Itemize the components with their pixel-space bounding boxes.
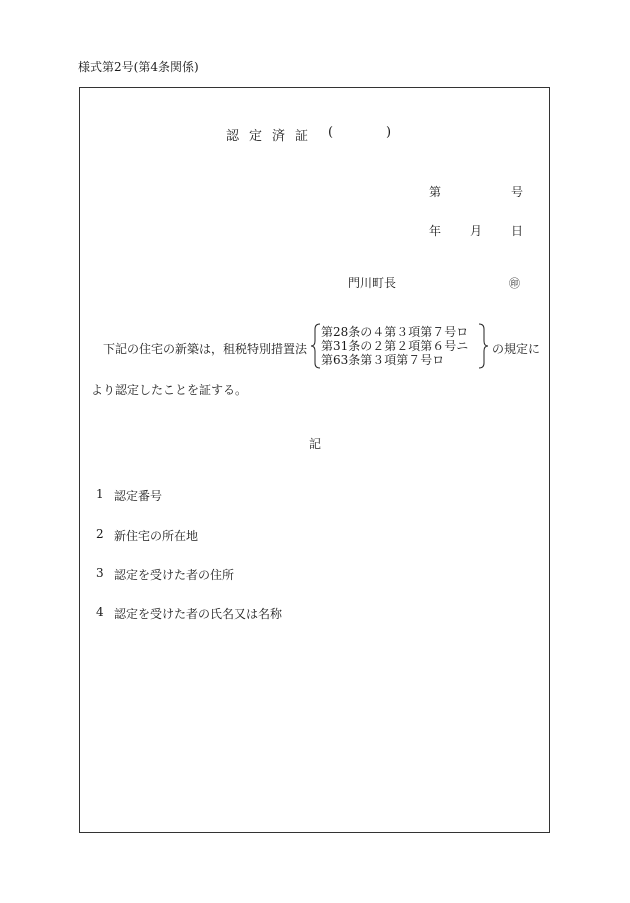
date-year: 年 — [429, 224, 442, 238]
item-2-number: 2 — [96, 527, 104, 541]
body-line-2: より認定したことを証する。 — [91, 383, 248, 397]
item-3-number: 3 — [96, 566, 104, 580]
body-intro: 下記の住宅の新築は，租税特別措置法 — [103, 342, 308, 356]
law-line-3: 第63条第３項第７号ロ — [321, 353, 445, 367]
title-paren-close: ) — [386, 125, 392, 140]
certificate-title: 認定済証 — [226, 129, 319, 144]
item-4-number: 4 — [96, 605, 104, 619]
seal-mark: ㊞ — [509, 277, 520, 290]
law-line-2: 第31条の２第２項第６号ニ — [321, 339, 469, 353]
number-prefix: 第 — [429, 185, 442, 199]
title-paren-open: ( — [328, 125, 334, 140]
right-brace — [478, 323, 488, 369]
item-2-label: 新住宅の所在地 — [114, 529, 199, 543]
form-label: 様式第2号(第4条関係) — [78, 60, 199, 74]
ki-heading: 記 — [309, 437, 322, 451]
item-1-number: 1 — [96, 487, 104, 501]
certificate-frame — [79, 87, 550, 833]
item-4-label: 認定を受けた者の氏名又は名称 — [114, 607, 283, 621]
item-3-label: 認定を受けた者の住所 — [114, 568, 235, 582]
body-after-brace: の規定に — [492, 342, 541, 356]
issuer-name: 門川町長 — [348, 276, 397, 290]
item-1-label: 認定番号 — [114, 489, 163, 503]
law-list — [321, 325, 468, 367]
date-month: 月 — [470, 224, 483, 238]
number-suffix: 号 — [511, 185, 524, 199]
date-day: 日 — [511, 224, 524, 238]
law-line-1: 第28条の４第３項第７号ロ — [321, 325, 469, 339]
left-brace — [311, 323, 321, 369]
